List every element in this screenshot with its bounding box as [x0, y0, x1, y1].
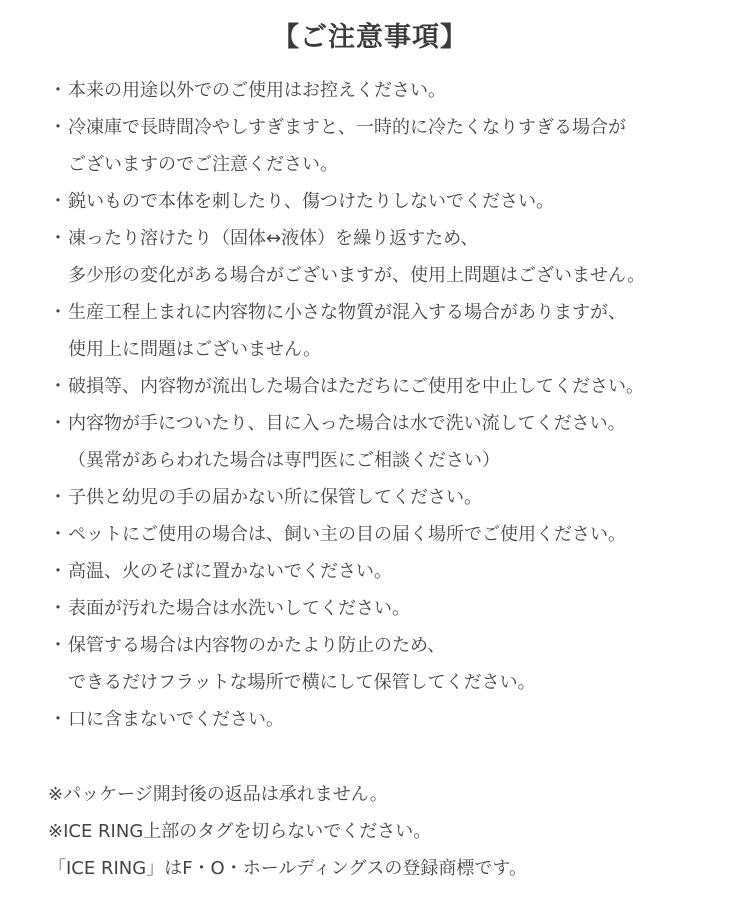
caution-line: 多少形の変化がある場合がございますが、使用上問題はございません。: [68, 265, 646, 286]
caution-item-text: [68, 553, 392, 590]
caution-line: 口に含まないでください。: [68, 709, 284, 730]
caution-line: できるだけフラットな場所で横にして保管してください。: [68, 672, 536, 693]
caution-item: [48, 183, 720, 220]
caution-line: 高温、火のそばに置かないでください。: [68, 561, 392, 582]
caution-line: 生産工程上まれに内容物に小さな物質が混入する場合がありますが、: [68, 302, 626, 323]
bullet-marker: ・: [49, 80, 67, 101]
bullet-marker: ・: [49, 598, 67, 619]
caution-line: 破損等、内容物が流出した場合はただちにご使用を中止してください。: [68, 376, 644, 397]
bullet-marker: ・: [49, 228, 67, 249]
caution-item-text: [68, 590, 410, 627]
caution-item-text: [68, 72, 446, 109]
caution-line: 保管する場合は内容物のかたより防止のため、: [68, 635, 446, 656]
caution-item-text: [68, 220, 645, 294]
caution-item: [48, 405, 720, 479]
caution-item-text: [68, 294, 626, 368]
caution-item: [48, 701, 720, 738]
caution-list: [48, 72, 720, 738]
caution-item-text: [68, 516, 626, 553]
caution-line: ペットにご使用の場合は、飼い主の目の届く場所でご使用ください。: [68, 524, 626, 545]
caution-line: （異常があらわれた場合は専門医にご相談ください）: [68, 450, 500, 471]
caution-item-text: [68, 479, 482, 516]
caution-line: 冷凍庫で長時間冷やしすぎますと、一時的に冷たくなりすぎる場合が: [68, 117, 626, 138]
caution-item: [48, 553, 720, 590]
bullet-marker: ・: [49, 524, 67, 545]
bullet-marker: ・: [49, 117, 67, 138]
caution-item: [48, 72, 720, 109]
bullet-marker: ・: [49, 487, 67, 508]
caution-item: [48, 109, 720, 183]
caution-item-text: [68, 405, 626, 479]
bullet-marker: ・: [49, 635, 67, 656]
caution-line: 本来の用途以外でのご使用はお控えください。: [68, 80, 446, 101]
caution-item: [48, 516, 720, 553]
bullet-marker: ・: [49, 413, 67, 434]
caution-item: [48, 368, 720, 405]
caution-item: [48, 479, 720, 516]
caution-item: [48, 627, 720, 701]
caution-item-text: [68, 109, 626, 183]
footer-notes: [48, 776, 720, 887]
caution-line: ございますのでご注意ください。: [68, 154, 338, 175]
bullet-marker: ・: [49, 302, 67, 323]
caution-line: 鋭いもので本体を刺したり、傷つけたりしないでください。: [68, 191, 554, 212]
caution-item-text: [68, 368, 644, 405]
footer-line: ※ICE RING上部のタグを切らないでください。: [48, 821, 432, 842]
bullet-marker: ・: [49, 709, 67, 730]
bullet-marker: ・: [49, 561, 67, 582]
caution-item: [48, 590, 720, 627]
caution-item-text: [68, 627, 536, 701]
caution-line: 内容物が手についたり、目に入った場合は水で洗い流してください。: [68, 413, 626, 434]
caution-line: 凍ったり溶けたり（固体↔液体）を繰り返すため、: [68, 228, 479, 249]
caution-line: 子供と幼児の手の届かない所に保管してください。: [68, 487, 482, 508]
caution-item-text: [68, 183, 554, 220]
caution-item-text: [68, 701, 284, 738]
caution-line: 表面が汚れた場合は水洗いしてください。: [68, 598, 410, 619]
caution-line: 使用上に問題はございません。: [68, 339, 322, 360]
footer-line: ※パッケージ開封後の返品は承れません。: [48, 784, 388, 805]
footer-line: 「ICE RING」はF・O・ホールディングスの登録商標です。: [48, 858, 527, 879]
caution-item: [48, 220, 720, 294]
bullet-marker: ・: [49, 191, 67, 212]
bullet-marker: ・: [49, 376, 67, 397]
page-title: 【ご注意事項】: [272, 22, 468, 53]
caution-item: [48, 294, 720, 368]
